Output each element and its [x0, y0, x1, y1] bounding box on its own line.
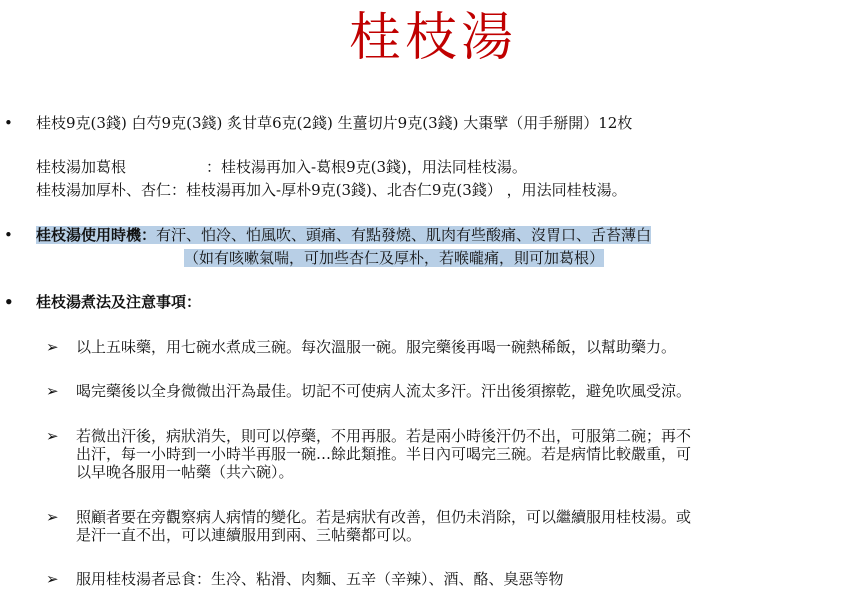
- bullet-icon: •: [4, 293, 14, 311]
- arrow-bullet-icon: ➢: [46, 382, 59, 400]
- variant-gegen-name: 桂枝湯加葛根: [36, 158, 127, 176]
- variant-gegen: [36, 158, 527, 176]
- usage-text: 有汗、怕冷、怕風吹、頭痛、有點發燒、肌肉有些酸痛、沒胃口、舌苔薄白: [156, 226, 652, 244]
- arrow-bullet-icon: ➢: [46, 508, 59, 526]
- list-item-line: 出汗，每一小時到一小時半再服一碗…餘此類推。半日內可喝完三碗。若是病情比較嚴重，可: [76, 445, 692, 463]
- list-item: [76, 338, 846, 356]
- list-item-line: 服用桂枝湯者忌食：生冷、粘滑、肉麵、五辛（辛辣）、酒、酪、臭惡等物: [76, 570, 564, 588]
- arrow-bullet-icon: ➢: [46, 427, 59, 445]
- list-item-line: 以早晚各服用一帖藥（共六碗）。: [76, 463, 294, 481]
- usage-label: 桂枝湯使用時機：: [36, 226, 157, 244]
- list-item: [76, 427, 846, 481]
- list-item: [76, 508, 846, 544]
- bullet-icon: •: [4, 114, 13, 132]
- variant-houpu-text: ：桂枝湯再加入-厚朴9克(3錢)、北杏仁9克(3錢） ，用法同桂枝湯。: [171, 181, 627, 199]
- list-item-line: 照顧者要在旁觀察病人病情的變化。若是病狀有改善，但仍未消除，可以繼續服用桂枝湯。或: [76, 508, 692, 526]
- list-item-line: 若微出汗後，病狀消失，則可以停藥，不用再服。若是兩小時後汗仍不出，可服第二碗；再不: [76, 427, 692, 445]
- arrow-bullet-icon: ➢: [46, 570, 59, 588]
- list-item-line: 喝完藥後以全身微微出汗為最佳。切記不可使病人流太多汗。汗出後須擦乾，避免吹風受涼。: [76, 382, 692, 400]
- usage-note-line: [184, 249, 604, 267]
- list-item: [76, 570, 846, 588]
- method-heading: 桂枝湯煮法及注意事項：: [36, 293, 202, 311]
- bullet-icon: •: [4, 226, 13, 244]
- usage-note: （如有咳嗽氣喘，可加些杏仁及厚朴，若喉嚨痛，則可加葛根）: [184, 249, 605, 267]
- list-item-line: 是汗一直不出，可以連續服用到兩、三帖藥都可以。: [76, 526, 422, 544]
- page-title: 桂枝湯: [348, 8, 517, 68]
- variant-houpu-xingren: [36, 181, 627, 199]
- variant-gegen-text: ：桂枝湯再加入-葛根9克(3錢)，用法同桂枝湯。: [206, 158, 527, 176]
- arrow-bullet-icon: ➢: [46, 338, 59, 356]
- list-item: [76, 382, 846, 400]
- usage-line: [36, 226, 651, 244]
- list-item-line: 以上五味藥，用七碗水煮成三碗。每次溫服一碗。服完藥後再喝一碗熱稀飯，以幫助藥力。: [76, 338, 677, 356]
- ingredients-line: 桂枝9克(3錢) 白芍9克(3錢) 炙甘草6克(2錢) 生薑切片9克(3錢) 大棗擘（用手掰開）12枚: [36, 114, 633, 132]
- variant-houpu-name: 桂枝湯加厚朴、杏仁: [36, 181, 172, 199]
